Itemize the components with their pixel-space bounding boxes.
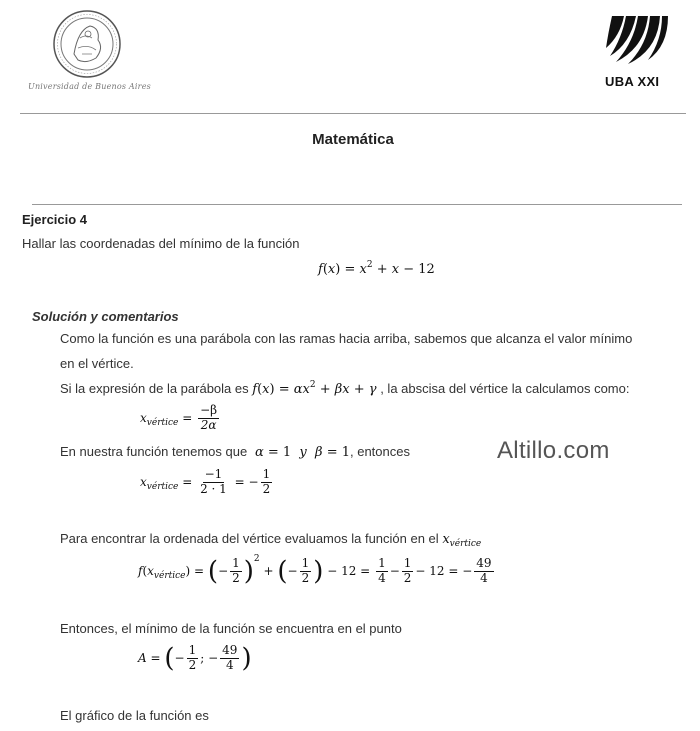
- solution-p2-before: Si la expresión de la parábola es: [60, 381, 249, 396]
- exercise-heading: Ejercicio 4: [22, 212, 88, 227]
- solution-p5: Entonces, el mínimo de la función se encuentra en el punto: [60, 621, 402, 636]
- solution-p3-before: En nuestra función tenemos que: [60, 444, 248, 459]
- parabola-general-formula: $f(x) = \alpha x^2 + \beta x + \gamma$: [252, 380, 377, 397]
- vertex-ordinate-calculation: $f(x_{vértice})$ = (− $\frac{1}{2}$ )$^2$ + (− $\frac{1}{2}$ ) − 12 = $\frac{1}{4}$ − $\frac{1}{2}$ − 12 = − $\frac{49}{4}$: [138, 554, 492, 587]
- exercise-statement: Hallar las coordenadas del mínimo de la función: [22, 236, 300, 251]
- solution-p4: [60, 531, 481, 549]
- solution-p2-after: , la abscisa del vértice la calculamos como:: [380, 381, 630, 396]
- solution-p6: El gráfico de la función es: [60, 708, 209, 723]
- uba-caption: Universidad de Buenos Aires: [28, 82, 151, 91]
- function-formula: $f(x) = x^2 + x - 12$: [318, 260, 435, 277]
- minimum-point-formula: A = (− $\frac{1}{2}$ ; − $\frac{49}{4}$ ): [138, 643, 252, 674]
- uba-xxi-logo: [604, 14, 668, 64]
- solution-p1-line1: Como la función es una parábola con las ramas hacia arriba, sabemos que alcanza el valor mínimo: [60, 331, 633, 346]
- solution-p1-line2: en el vértice.: [60, 356, 134, 371]
- solution-heading: Solución y comentarios: [32, 309, 179, 324]
- coefficients-formula: α = 1 y β = 1: [250, 445, 350, 460]
- solution-p3-after: , entonces: [349, 444, 410, 459]
- solution-p3: [60, 444, 410, 460]
- solution-p4-text: Para encontrar la ordenada del vértice evaluamos la función en el: [60, 531, 439, 546]
- x-vertex-symbol: $x_{vértice}$: [442, 532, 482, 549]
- uba-xxi-text: UBA XXI: [605, 74, 660, 89]
- vertex-abscissa-value: $x_{vértice}$ = $\frac{-1}{2 \cdot 1}$ = − $\frac{1}{2}$: [140, 467, 271, 496]
- title-divider: [32, 204, 682, 205]
- vertex-abscissa-formula: $x_{vértice}$ = $\frac{-\beta}{2\alpha}$: [140, 403, 218, 432]
- page-title: Matemática: [312, 131, 394, 148]
- header-divider: [20, 113, 686, 114]
- watermark: Altillo.com: [497, 437, 610, 464]
- solution-p2: [60, 380, 629, 397]
- uba-seal-logo: [48, 8, 126, 80]
